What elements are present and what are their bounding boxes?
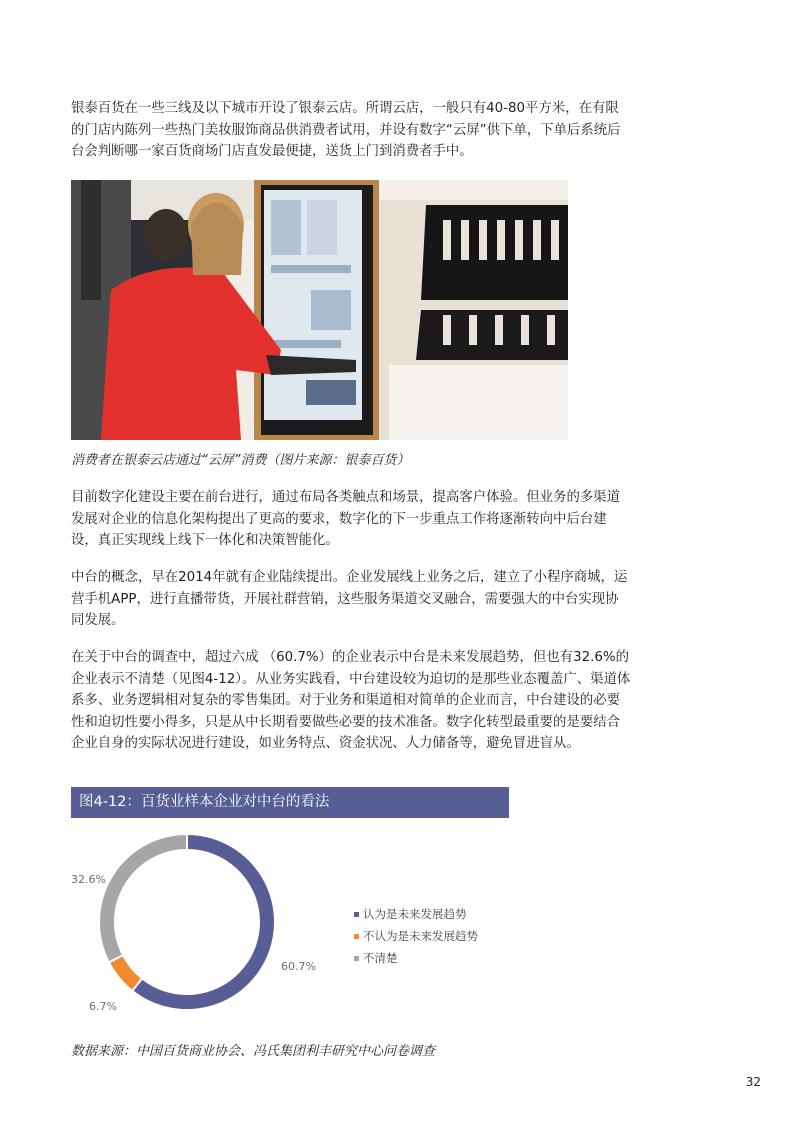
pie-slice-unclear (99, 834, 187, 962)
paragraph-digital-construction: 目前数字化建设主要在前台进行，通过布局各类触点和场景，提高客户体验。但业务的多渠道发展对企业的信息化架构提出了更高的要求，数字化的下一步重点工作将逐渐转向中后台建设，真正实现线上线下一体化和决策智能化。 (71, 490, 621, 548)
data-label-trend: 60.7% (281, 960, 316, 973)
paragraph-yintai-cloud-store: 银泰百货在一些三线及以下城市开设了银泰云店。所谓云店，一般只有40-80平方米，在有限的门店内陈列一些热门美妆服饰商品供消费者试用，并设有数字“云屏”供下单，下单后系统后台会判断哪一家百货商场门店直发最便捷，送货上门到消费者手中。 (71, 101, 621, 159)
paragraph-survey-findings: 在关于中台的调查中，超过六成 （60.7%）的企业表示中台是未来发展趋势，但也有32.6%的企业表示不清楚（见图4-12）。从业务实践看，中台建设较为迫切的是那些业态覆盖广、渠道体系多、业务逻辑相对复杂的零售集团。对于业务和渠道相对简单的企业而言，中台建设的必要性和迫切性要小得多，只是从中长期看要做些必要的技术准备。数字化转型最重要的是要结合企业自身的实际状况进行建设，如业务特点、资金状况、人力储备等，避免冒进盲从。 (71, 650, 631, 751)
store-photo (71, 180, 568, 440)
legend-label-not-trend: 不认为是未来发展趋势 (363, 929, 478, 943)
data-label-unclear: 32.6% (71, 873, 106, 886)
legend-label-trend: 认为是未来发展趋势 (363, 907, 467, 921)
legend-swatch-trend (354, 912, 359, 917)
photo-caption: 消费者在银泰云店通过“云屏”消费（图片来源：银泰百货） (71, 453, 410, 468)
page-number: 32 (745, 1075, 761, 1089)
paragraph-middle-platform-concept: 中台的概念，早在2014年就有企业陆续提出。企业发展线上业务之后，建立了小程序商城，运营手机APP，进行直播带货，开展社群营销，这些服务渠道交叉融合，需要强大的中台实现协同发展。 (71, 570, 628, 628)
legend-swatch-unclear (354, 956, 359, 961)
data-source: 数据来源：中国百货商业协会、冯氏集团利丰研究中心问卷调查 (71, 1044, 436, 1059)
donut-chart (71, 830, 521, 1025)
figure-title: 图4-12：百货业样本企业对中台的看法 (71, 787, 509, 818)
data-label-not-trend: 6.7% (89, 1000, 117, 1013)
legend-swatch-not-trend (354, 934, 359, 939)
legend-label-unclear: 不清楚 (363, 951, 398, 965)
pie-slice-trend (132, 834, 275, 1010)
